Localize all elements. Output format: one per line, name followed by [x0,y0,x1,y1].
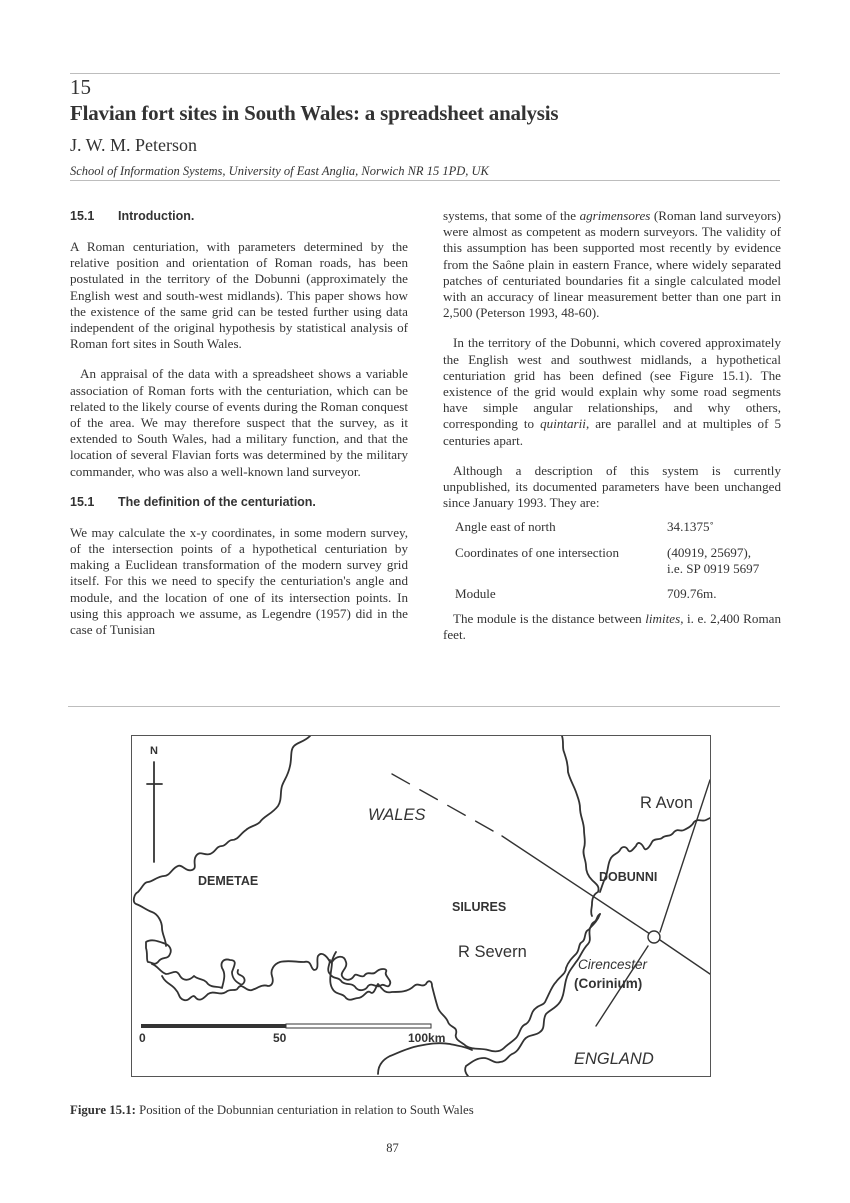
paragraph: In the territory of the Dobunni, which covered approximately the English west and southwest midlands, a hypothetical centuriation grid has been defined (see Figure 15.1). The existence of the grid would explain why some road segments have simple angular relationships, and why others, corresponding to quintarii, are parallel and at multiples of 5 centuries apart. [443,335,781,448]
parameter-value: 709.76m. [667,586,717,602]
south-wales-coastline [146,914,600,1051]
author: J. W. M. Peterson [70,135,198,155]
page-number: 87 [386,1141,399,1155]
parameter-label: Module [455,586,496,602]
section-number: 15.1 [70,209,95,223]
scale-tick-100km: 100km [408,1031,446,1045]
affiliation: School of Information Systems, University of East Anglia, Norwich NR 15 1PD, UK [70,164,489,178]
paragraph: A Roman centuriation, with parameters determined by the relative position and orientation of Roman roads, has been postulated in the territory of the Dobunni (approximately the English west and south-west midlands). This paper shows how the existence of the same grid can be tested further using data independent of the original hypothesis by statistical analysis of Roman fort sites in South Wales. [70,239,408,352]
label-demetae: DEMETAE [198,874,259,888]
left-column [70,208,408,652]
parameter-row [455,545,781,577]
top-rule [70,73,780,74]
wales-north-coastline [134,736,310,946]
label-silures: SILURES [452,900,507,914]
label-england: ENGLAND [574,1050,654,1068]
paragraph: systems, that some of the agrimensores (Roman land surveyors) were almost as competent as modern surveyors. The validity of this assumption has been supported most recently by evidence from the Saône plain in eastern France, where widely separated patches of centuriated boundaries fit a single calculated model with an accuracy of linear measurement better than one part in 2,500 (Peterson 1993, 48-60). [443,208,781,321]
parameter-value: 34.1375˚ [667,519,714,535]
figure-separator-rule [68,706,780,707]
map-drawing [132,736,710,1076]
scale-tick-50: 50 [273,1031,287,1045]
section-number: 15.1 [70,494,95,509]
label-r-severn: R Severn [458,943,527,961]
north-label: N [150,745,158,757]
cirencester-intersection-icon [648,931,660,943]
parameter-label: Coordinates of one intersection [455,544,619,560]
centuriation-limit-dashed [392,774,502,836]
figure-caption: Figure 15.1: Position of the Dobunnian centuriation in relation to South Wales [70,1103,474,1117]
map-figure [131,735,711,1077]
label-cirencester: Cirencester [578,957,648,972]
paragraph: An appraisal of the data with a spreadsheet shows a variable association of Roman forts with the centuriation, which can be related to the likely course of events during the Roman conquest of the area. We may therefore suspect that the survey, as it extended to South Wales, had a military function, and that the location of several Flavian forts was determined by the military commander, who was also a well-known land surveyor. [70,366,408,479]
parameter-row [455,519,781,535]
bristol-channel-south-shore [459,1050,492,1076]
scale-bar [141,1024,431,1028]
label-wales: WALES [368,806,426,824]
parameters-table [455,519,781,602]
right-column [443,208,781,658]
chapter-number: 15 [70,75,91,99]
paragraph: Although a description of this system is currently unpublished, its documented parameters have been unchanged since January 1993. They are: [443,462,781,511]
paragraph: We may calculate the x-y coordinates, in some modern survey, of the intersection points of a hypothetical centuriation by making a Euclidean transformation of the modern survey grid itself. For this we need to specify the centuriation's angle and module, and the location of one of its intersection points. In using this approach we assume, as Legendre (1957) did in the case of Tunisian [70,524,408,638]
label-corinium: (Corinium) [574,976,643,991]
header-rule [70,180,780,181]
centuriation-limit-line [502,836,710,974]
section-heading-introduction [70,208,408,224]
section-title: Introduction. [118,209,195,223]
parameter-label: Angle east of north [455,519,556,535]
north-devon-coast [378,1043,472,1074]
river-severn-upper [562,736,599,916]
section-heading-definition [70,494,408,510]
section-title: The definition of the centuriation. [118,494,316,509]
scale-tick-0: 0 [139,1031,146,1045]
parameter-value: (40919, 25697), i.e. SP 0919 5697 [667,544,760,576]
paper-title: Flavian fort sites in South Wales: a spreadsheet analysis [70,101,559,125]
paragraph: The module is the distance between limites, i. e. 2,400 Roman feet. [443,611,781,643]
label-dobunni: DOBUNNI [599,870,658,884]
parameter-row [455,586,781,602]
label-r-avon: R Avon [640,794,693,812]
